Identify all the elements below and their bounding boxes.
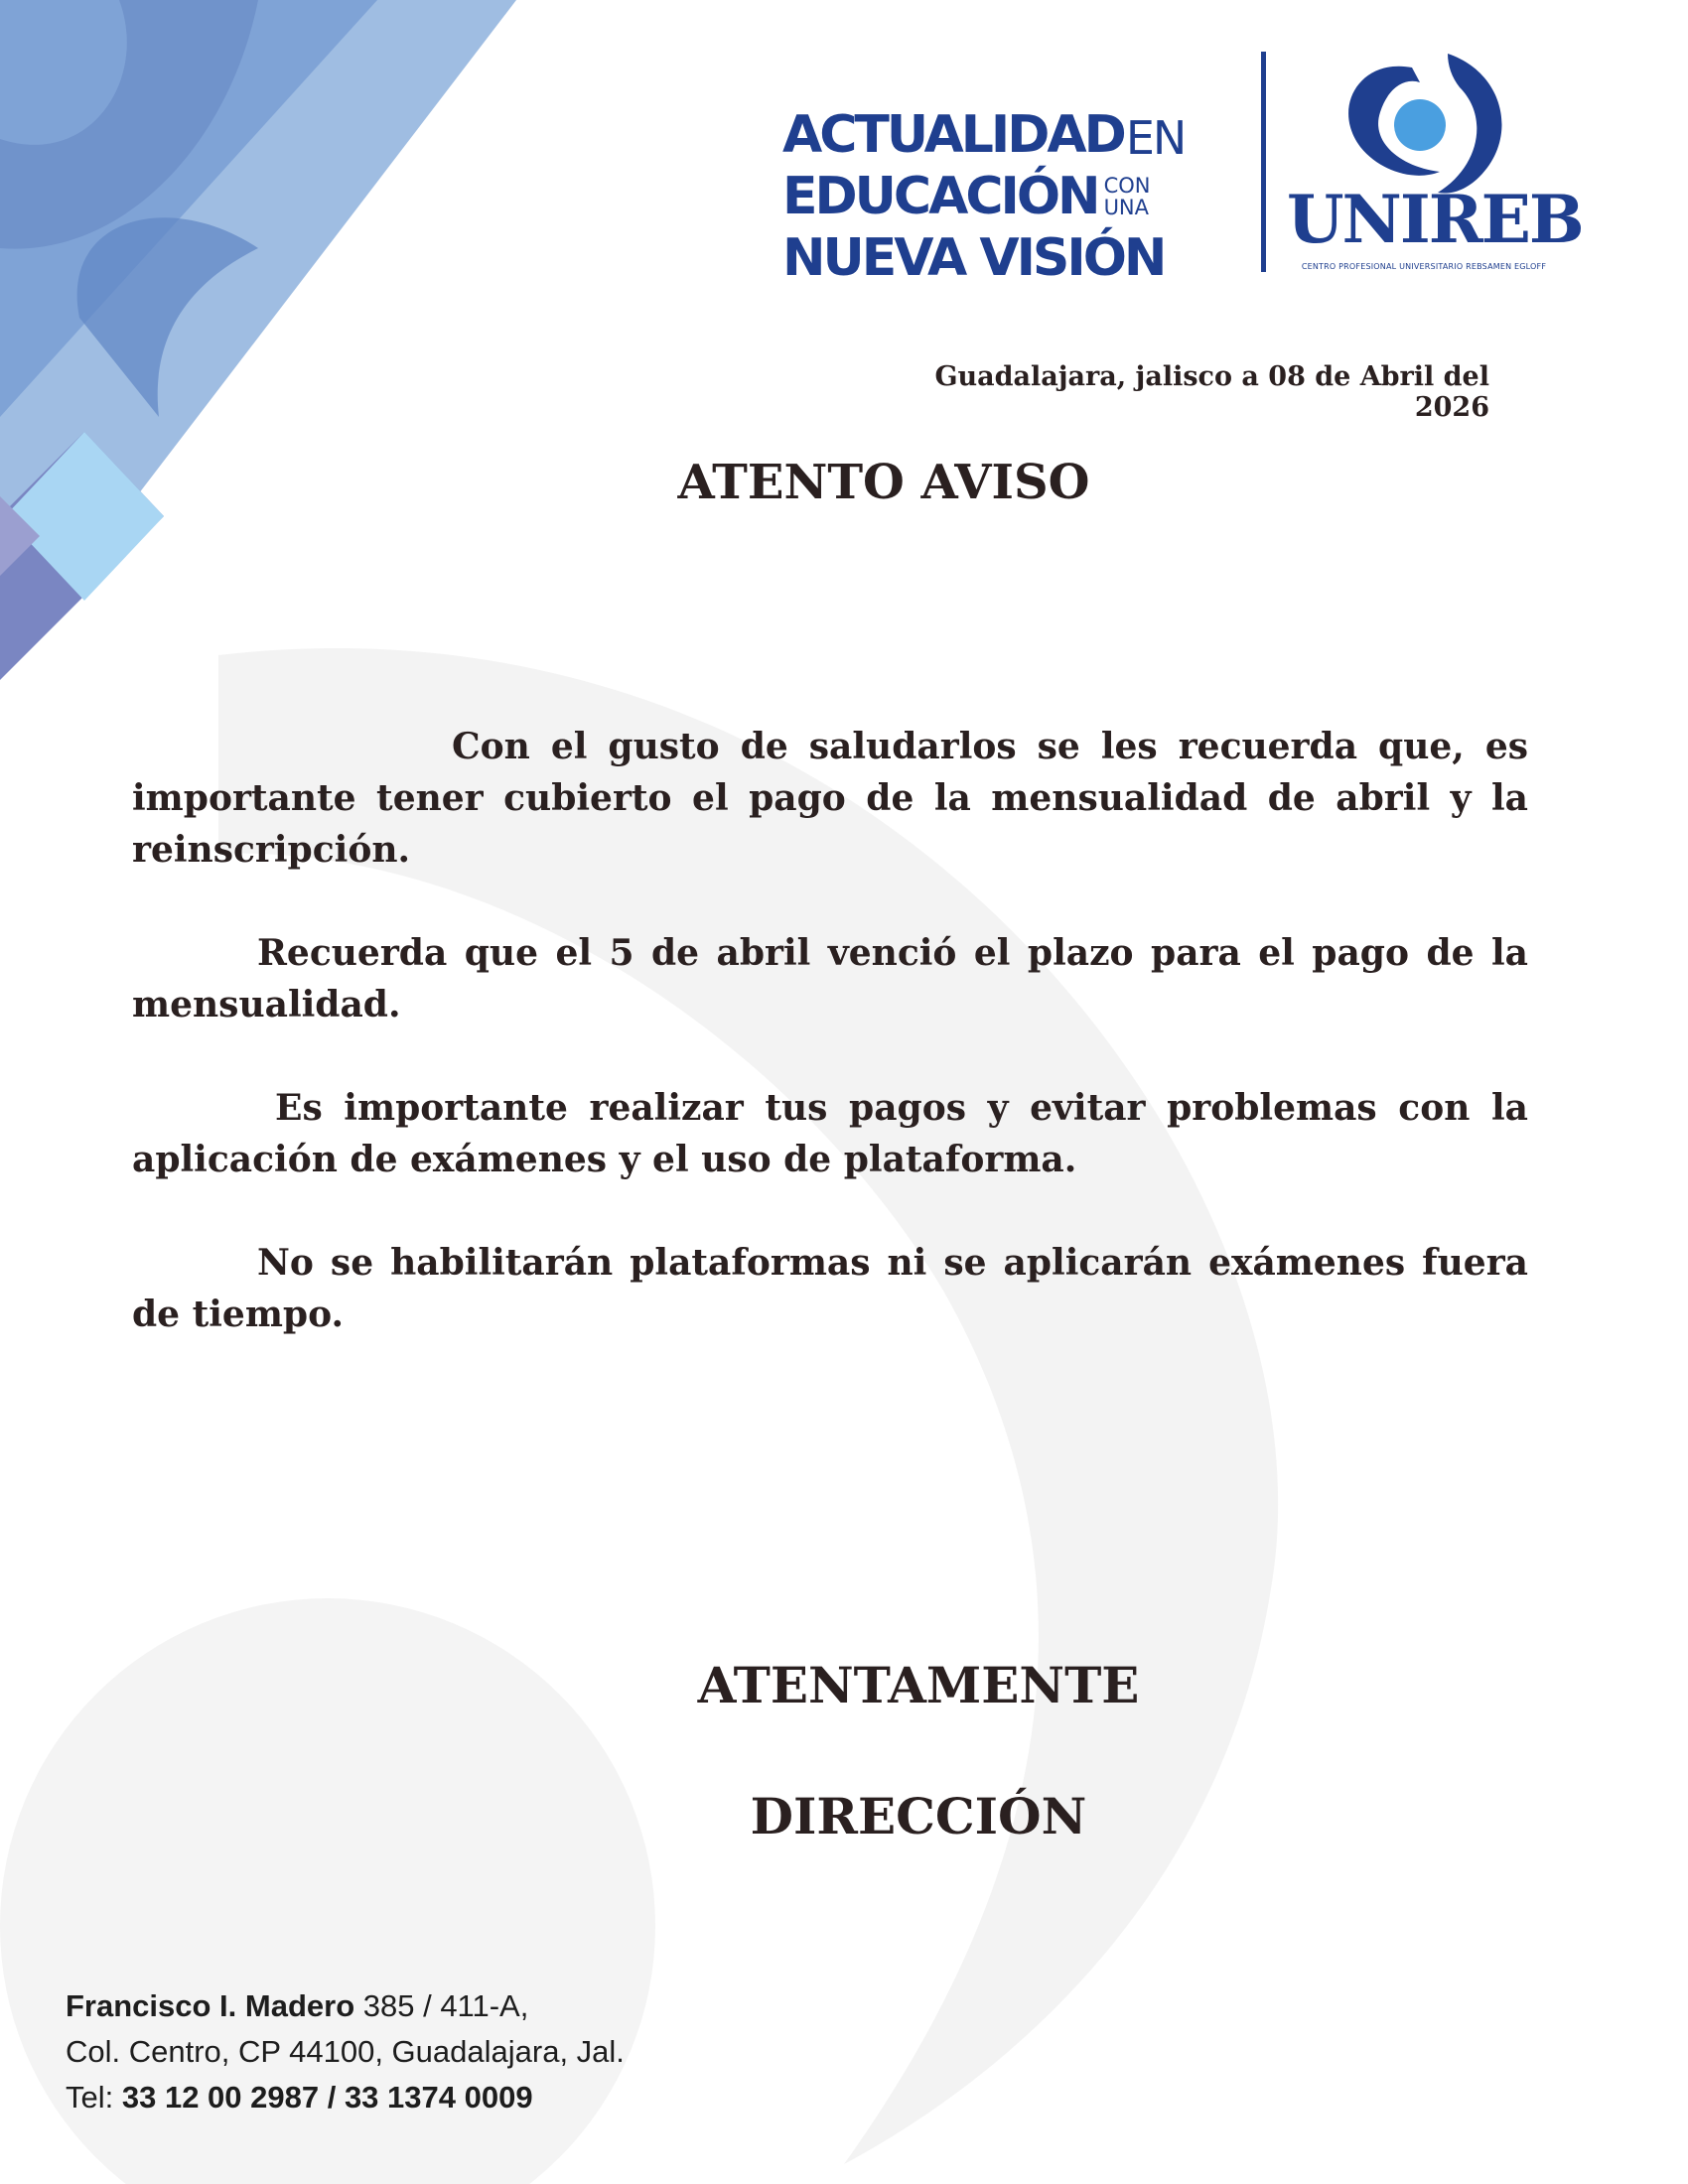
slogan-word: UNA [1103, 195, 1150, 219]
footer-street-number: 385 / 411-A, [354, 1988, 529, 2023]
institution-subtitle: CENTRO PROFESIONAL UNIVERSITARIO REBSAMEN EGLOFF [1301, 262, 1547, 271]
slogan-word: EN [1125, 111, 1186, 165]
body-paragraph: Con el gusto de saludarlos se les recuerda que, es importante tener cubierto el pago de la mensualidad de abril y la reinscripción. [132, 726, 1528, 871]
slogan-line-2 [782, 161, 1185, 226]
unireb-logo-icon [1321, 48, 1519, 197]
slogan-line-3 [782, 222, 1185, 288]
closing-text: ATENTAMENTE [697, 1656, 1140, 1714]
footer-phone-label: Tel: [66, 2080, 122, 2115]
slogan-word: ACTUALIDAD [782, 105, 1124, 165]
slogan-word: NUEVA VISIÓN [782, 228, 1165, 288]
letter-title: ATENTO AVISO [677, 455, 1090, 510]
letter-date: Guadalajara, jalisco a 08 de Abril del 2026 [934, 361, 1489, 423]
body-paragraph: Es importante realizar tus pagos y evitar problemas con la aplicación de exámenes y el uso de plataforma. [132, 1087, 1528, 1180]
letter-body [132, 721, 1528, 1392]
body-paragraph: Recuerda que el 5 de abril venció el plazo para el pago de la mensualidad. [132, 932, 1528, 1025]
footer-city-line: Col. Centro, CP 44100, Guadalajara, Jal. [66, 2034, 625, 2069]
footer-address [66, 1983, 625, 2120]
slogan-word: CON [1103, 173, 1151, 198]
header-slogan-logo [782, 99, 1186, 288]
footer-phone-numbers: 33 12 00 2987 / 33 1374 0009 [121, 2080, 533, 2115]
body-paragraph: No se habilitarán plataformas ni se aplicarán exámenes fuera de tiempo. [132, 1242, 1528, 1335]
footer-street-line [66, 1983, 625, 2029]
slogan-small-stack [1104, 175, 1151, 222]
slogan-line-1 [782, 99, 1186, 165]
footer-phone-line [66, 2075, 625, 2120]
footer-street-name: Francisco I. Madero [66, 1988, 355, 2023]
header-divider [1261, 52, 1266, 272]
slogan-word: EDUCACIÓN [782, 167, 1098, 226]
institution-name: UNIREB [1287, 181, 1583, 258]
signature-text: DIRECCIÓN [750, 1787, 1087, 1845]
corner-decoration [0, 0, 695, 695]
